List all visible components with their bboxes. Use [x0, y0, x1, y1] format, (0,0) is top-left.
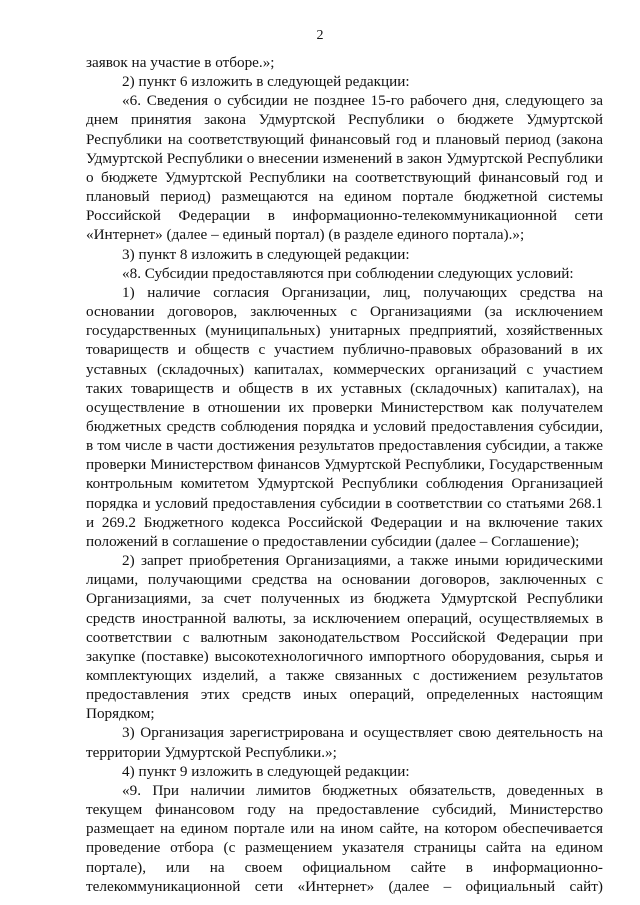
paragraph-item-4: 4) пункт 9 изложить в следующей редакции:	[122, 762, 410, 780]
paragraph-point-9: «9. При наличии лимитов бюджетных обязательств, доведенных в текущем финансовом году на предоставление субсидий, Министерство размещает на едином портале или на ином сайте, на котором обеспечивается проведение отбора (с размещением указателя страницы сайта на едином портале), или на своем официальном сайте в информационно-телекоммуникационной сети «Интернет» (далее – официальный сайт)	[86, 781, 603, 895]
paragraph-condition-1: 1) наличие согласия Организации, лиц, получающих средства на основании договоров, заключенных с Организациями (за исключением государственных (муниципальных) унитарных предприятий, хозяйственных товариществ и обществ с участием публично-правовых образований в их уставных (складочных) капиталах, коммерческих организаций с участием таких товариществ и обществ в их уставных (складочных) капиталах), на осуществление в отношении их проверки Министерством как получателем бюджетных средств соблюдения порядка и условий предоставления субсидии, в том числе в части достижения результатов предоставления субсидии, а также проверки Министерством финансов Удмуртской Республики, Государственным контрольным комитетом Удмуртской Республики соблюдения Организацией порядка и условий предоставления субсидии в соответствии со статьями 268.1 и 269.2 Бюджетного кодекса Российской Федерации и на включение таких положений в соглашение о предоставлении субсидии (далее – Соглашение);	[86, 283, 603, 550]
paragraph-item-2: 2) пункт 6 изложить в следующей редакции:	[122, 73, 410, 91]
paragraph-point-8: «8. Субсидии предоставляются при соблюдении следующих условий:	[122, 264, 574, 282]
document-body	[86, 53, 603, 896]
paragraph-continuation: заявок на участие в отборе.»;	[86, 54, 275, 71]
paragraph-point-6: «6. Сведения о субсидии не позднее 15-го рабочего дня, следующего за днем принятия закона Удмуртской Республики о бюджете Удмуртской Республики на соответствующий финансовый год и плановый период (закона Удмуртской Республики о внесении изменений в закон Удмуртской Республики о бюджете Удмуртской Республики на соответствующий финансовый год и плановый период) размещаются на едином портале бюджетной системы Российской Федерации в информационно-телекоммуникационной сети «Интернет» (далее – единый портал) (в разделе единого портала).»;	[86, 92, 603, 244]
paragraph-condition-3: 3) Организация зарегистрирована и осуществляет свою деятельность на территории Удмуртской Республики.»;	[86, 724, 603, 761]
page-number: 2	[316, 28, 324, 43]
paragraph-item-3: 3) пункт 8 изложить в следующей редакции:	[122, 245, 410, 263]
paragraph-condition-2: 2) запрет приобретения Организациями, а также иными юридическими лицами, получающими средства на основании договоров, заключенных с Организациями, за счет полученных из бюджета Удмуртской Республики средств иностранной валюты, за исключением операций, осуществляемых в соответствии с валютным законодательством Российской Федерации при закупке (поставке) высокотехнологичного импортного оборудования, сырья и комплектующих изделий, а также связанных с достижением результатов предоставления этих средств иных операций, определенных настоящим Порядком;	[86, 552, 603, 723]
